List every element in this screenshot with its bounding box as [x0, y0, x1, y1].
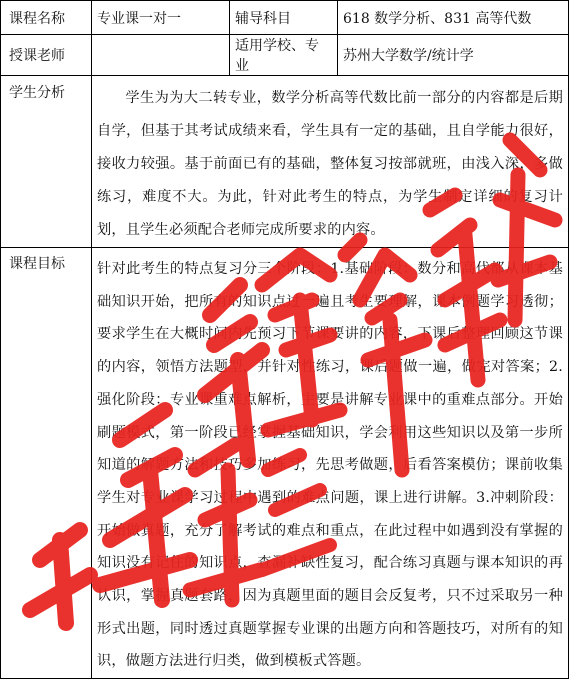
course-goal-cell: [92, 248, 569, 679]
student-analysis-text: 学生为为大二转专业，数学分析高等代数比前一部分的内容都是后期自学，但基于其考试成绩来看，学生具有一定的基础，且自学能力很好，接收力较强。基于前面已有的基础，整体复习按部就班，由浅入深，多做练习，难度不大。为此，针对此考生的特点，为学生制定详细的复习计划，且学生必须配合老师完成所要求的内容。: [97, 90, 563, 238]
table-row: [1, 76, 569, 248]
course-name-label: 课程名称: [1, 1, 92, 35]
teacher-value: [92, 35, 230, 76]
teacher-label: 授课老师: [1, 35, 92, 76]
course-goal-label: 课程目标: [1, 248, 92, 679]
course-goal-text: 针对此考生的特点复习分三个阶段：1.基础阶段：数分和高代都从课本基础知识开始，把所有的知识点过一遍且考生要理解，课本例题学习透彻；要求学生在大概时间内先预习下节课要讲的内容，下课后整理回顾这节课的内容，领悟方法题型，并针对性练习，课后题做一遍，做完对答案；2.强化阶段：专业课重难点解析，主要是讲解专业课中的重难点部分。开始刷题模式，第一阶段已经掌握基础知识，学会利用这些知识以及第一步所知道的解题方法和技巧多加练习，先思考做题，后看答案模仿；课前收集学生对专业课学习过程中遇到的难点问题，课上进行讲解。3.冲刺阶段：开始做真题，充分了解考试的难点和重点，在此过程中如遇到没有掌握的知识没有记住的知识点，查漏补缺性复习，配合练习真题与课本知识的再认识，掌握真题套路，因为真题里面的题目会反复考，只不过采取另一种形式出题，同时透过真题掌握专业课的出题方向和答题技巧，对所有的知识，做题方法进行归类，做到模板式答题。: [97, 261, 563, 670]
subject-label: 辅导科目: [230, 1, 338, 35]
subject-value: 618 数学分析、831 高等代数: [338, 1, 569, 35]
student-analysis-label: 学生分析: [1, 76, 92, 248]
table-row: [1, 1, 569, 35]
course-name-value: 专业课一对一: [92, 1, 230, 35]
school-major-value: 苏州大学数学/统计学: [338, 35, 569, 76]
student-analysis-cell: [92, 76, 569, 248]
table-row: [1, 248, 569, 679]
school-major-label: 适用学校、专业: [230, 35, 338, 76]
table-row: [1, 35, 569, 76]
